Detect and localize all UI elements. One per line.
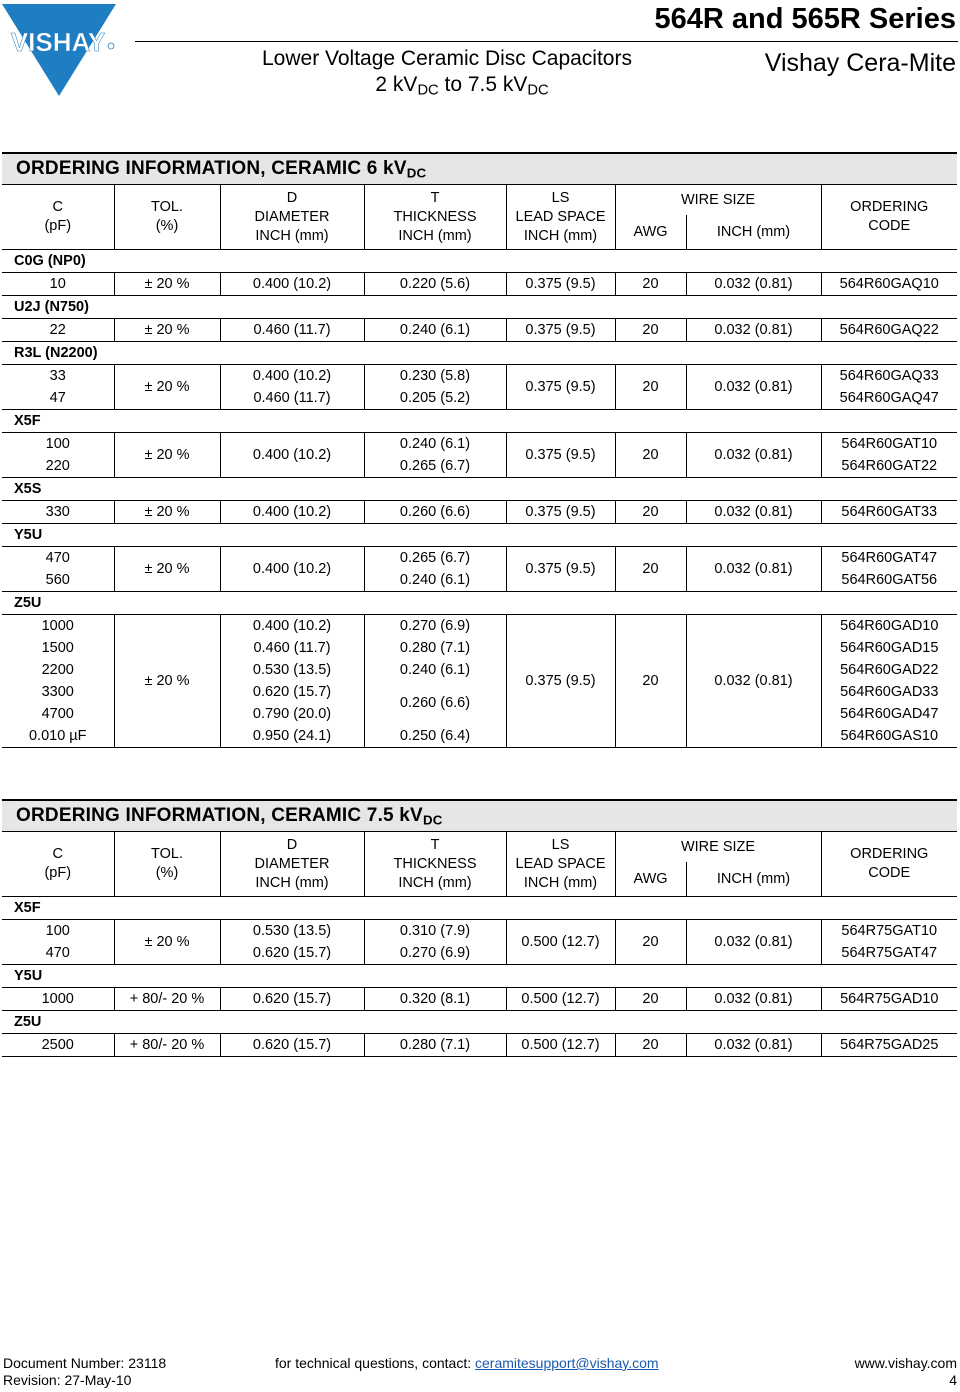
table-row: 100 ± 20 % 0.400 (10.2) 0.240 (6.1) 0.375 (9.5) 20 0.032 (0.81) 564R60GAT10 [2, 433, 957, 456]
table-title: ORDERING INFORMATION, CERAMIC 6 $kV_{DC}$ [2, 153, 957, 185]
table-row: 1000 + 80/- 20 % 0.620 (15.7) 0.320 (8.1) 0.500 (12.7) 20 0.032 (0.81) 564R75GAD10 [2, 988, 957, 1011]
dielectric-group: Y5U [2, 965, 957, 988]
table-title: ORDERING INFORMATION, CERAMIC 7.5 $kV_{DC}$ [2, 800, 957, 832]
vishay-logo [2, 4, 116, 96]
table-row: 470 ± 20 % 0.400 (10.2) 0.265 (6.7) 0.375 (9.5) 20 0.032 (0.81) 564R60GAT47 [2, 547, 957, 570]
col-header-thickness: T THICKNESS INCH (mm) [364, 185, 506, 250]
dielectric-group: Y5U [2, 524, 957, 547]
table-row: 2500 + 80/- 20 % 0.620 (15.7) 0.280 (7.1) 0.500 (12.7) 20 0.032 (0.81) 564R75GAD25 [2, 1034, 957, 1057]
table-row: 1000 ± 20 % 0.400 (10.2) 0.270 (6.9) 0.375 (9.5) 20 0.032 (0.81) 564R60GAD10 [2, 615, 957, 638]
document-info [3, 1355, 166, 1389]
table-row: 0.010 µF 0.950 (24.1) 0.250 (6.4) 564R60GAS10 [2, 725, 957, 748]
table-row: 33 ± 20 % 0.400 (10.2) 0.230 (5.8) 0.375 (9.5) 20 0.032 (0.81) 564R60GAQ33 [2, 365, 957, 388]
revision-date: Revision: 27-May-10 [3, 1372, 132, 1388]
col-header-capacitance: C (pF) [2, 832, 114, 897]
table-row: 100 ± 20 % 0.530 (13.5) 0.310 (7.9) 0.500 (12.7) 20 0.032 (0.81) 564R75GAT10 [2, 920, 957, 943]
col-header-diameter: D DIAMETER INCH (mm) [220, 185, 364, 250]
contact-email-link[interactable]: ceramitesupport@vishay.com [475, 1355, 659, 1371]
col-header-lead-space: LS LEAD SPACE INCH (mm) [506, 832, 615, 897]
contact-line: for technical questions, contact: ceramitesupport@vishay.com [275, 1355, 659, 1371]
table-row: 47 0.460 (11.7) 0.205 (5.2) 564R60GAQ47 [2, 387, 957, 410]
header-rule [135, 41, 958, 42]
dielectric-group: X5F [2, 410, 957, 433]
col-header-awg: AWG [615, 862, 686, 897]
ordering-table-6kv [2, 152, 957, 748]
col-header-thickness: T THICKNESS INCH (mm) [364, 832, 506, 897]
document-subtitle: Lower Voltage Ceramic Disc Capacitors 2 $kV_{DC}$ to 7.5 $kV_{DC}$ [262, 47, 632, 99]
table-row: 3300 0.620 (15.7) 0.260 (6.6) 564R60GAD33 [2, 681, 957, 703]
col-header-awg: AWG [615, 215, 686, 250]
dielectric-group: R3L (N2200) [2, 342, 957, 365]
product-brand: Vishay Cera-Mite [764, 49, 956, 77]
document-number: Document Number: 23118 [3, 1355, 167, 1371]
table-row: 2200 0.530 (13.5) 0.240 (6.1) 564R60GAD22 [2, 659, 957, 681]
col-header-ordering-code: ORDERING CODE [821, 832, 957, 897]
table-row: 470 0.620 (15.7) 0.270 (6.9) 564R75GAT47 [2, 942, 957, 965]
website-link[interactable]: www.vishay.com [854, 1355, 957, 1371]
table-row: 560 0.240 (6.1) 564R60GAT56 [2, 569, 957, 592]
col-header-tolerance: TOL. (%) [114, 185, 220, 250]
page-number: 4 [949, 1372, 957, 1388]
table-row: 330 ± 20 % 0.400 (10.2) 0.260 (6.6) 0.375 (9.5) 20 0.032 (0.81) 564R60GAT33 [2, 501, 957, 524]
col-header-wire-size: WIRE SIZE [615, 185, 821, 216]
ordering-table-7-5kv [2, 799, 957, 1057]
site-and-page [855, 1355, 957, 1389]
col-header-wire-size: WIRE SIZE [615, 832, 821, 863]
dielectric-group: C0G (NP0) [2, 250, 957, 273]
col-header-wire-inch: INCH (mm) [686, 215, 821, 250]
col-header-lead-space: LS LEAD SPACE INCH (mm) [506, 185, 615, 250]
dielectric-group: Z5U [2, 1011, 957, 1034]
dielectric-group: Z5U [2, 592, 957, 615]
dielectric-group: U2J (N750) [2, 296, 957, 319]
table-row: 4700 0.790 (20.0) 564R60GAD47 [2, 703, 957, 725]
col-header-capacitance: C (pF) [2, 185, 114, 250]
table-row: 22 ± 20 % 0.460 (11.7) 0.240 (6.1) 0.375 (9.5) 20 0.032 (0.81) 564R60GAQ22 [2, 319, 957, 342]
col-header-tolerance: TOL. (%) [114, 832, 220, 897]
dielectric-group: X5F [2, 897, 957, 920]
table-row: 220 0.265 (6.7) 564R60GAT22 [2, 455, 957, 478]
table-row: 1500 0.460 (11.7) 0.280 (7.1) 564R60GAD15 [2, 637, 957, 659]
series-title: 564R and 565R Series [654, 3, 956, 35]
table-row: 10 ± 20 % 0.400 (10.2) 0.220 (5.6) 0.375 (9.5) 20 0.032 (0.81) 564R60GAQ10 [2, 273, 957, 296]
col-header-ordering-code: ORDERING CODE [821, 185, 957, 250]
col-header-wire-inch: INCH (mm) [686, 862, 821, 897]
dielectric-group: X5S [2, 478, 957, 501]
col-header-diameter: D DIAMETER INCH (mm) [220, 832, 364, 897]
svg-text:VISHAY: VISHAY [10, 27, 106, 57]
